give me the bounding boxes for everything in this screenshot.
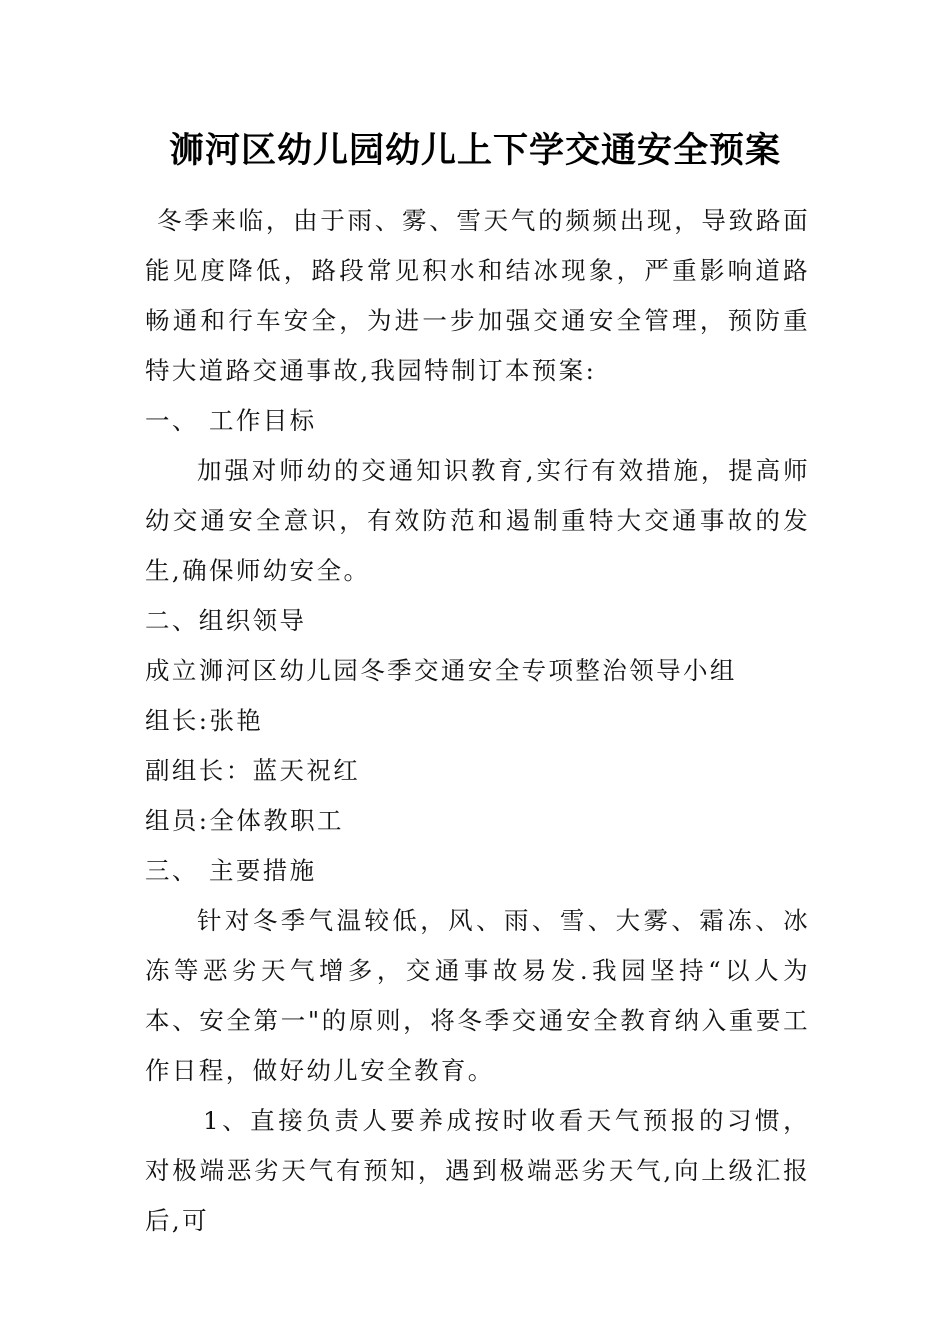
section2-group-line: 成立浉河区幼儿园冬季交通安全专项整治领导小组 [145, 656, 737, 685]
section2-heading: 二、组织领导 [145, 606, 307, 635]
document-body [145, 196, 810, 1246]
section2-leader: 组长:张艳 [145, 706, 264, 735]
section1-heading: 一、 工作目标 [145, 406, 317, 435]
section3-paragraph: 针对冬季气温较低，风、雨、雪、大雾、霜冻、冰冻等恶劣天气增多，交通事故易发.我园坚持“以人为本、安全第一"的原则，将冬季交通安全教育纳入重要工作日程，做好幼儿安全教育。 [145, 906, 810, 1085]
section1-paragraph: 加强对师幼的交通知识教育,实行有效措施，提高师幼交通安全意识，有效防范和遏制重特大交通事故的发生,确保师幼安全。 [145, 456, 810, 585]
measure-item-1: 1、直接负责人要养成按时收看天气预报的习惯，对极端恶劣天气有预知，遇到极端恶劣天气,向上级汇报后,可 [145, 1106, 810, 1235]
section3-heading: 三、 主要措施 [145, 856, 317, 885]
intro-paragraph: 冬季来临，由于雨、雾、雪天气的频频出现，导致路面能见度降低，路段常见积水和结冰现象，严重影响道路畅通和行车安全，为进一步加强交通安全管理，预防重特大道路交通事故,我园特制订本预案: [145, 206, 810, 385]
section2-members: 组员:全体教职工 [145, 806, 344, 835]
section2-deputy: 副组长：蓝天祝红 [145, 756, 361, 785]
document-title: 浉河区幼儿园幼儿上下学交通安全预案 [168, 130, 781, 171]
